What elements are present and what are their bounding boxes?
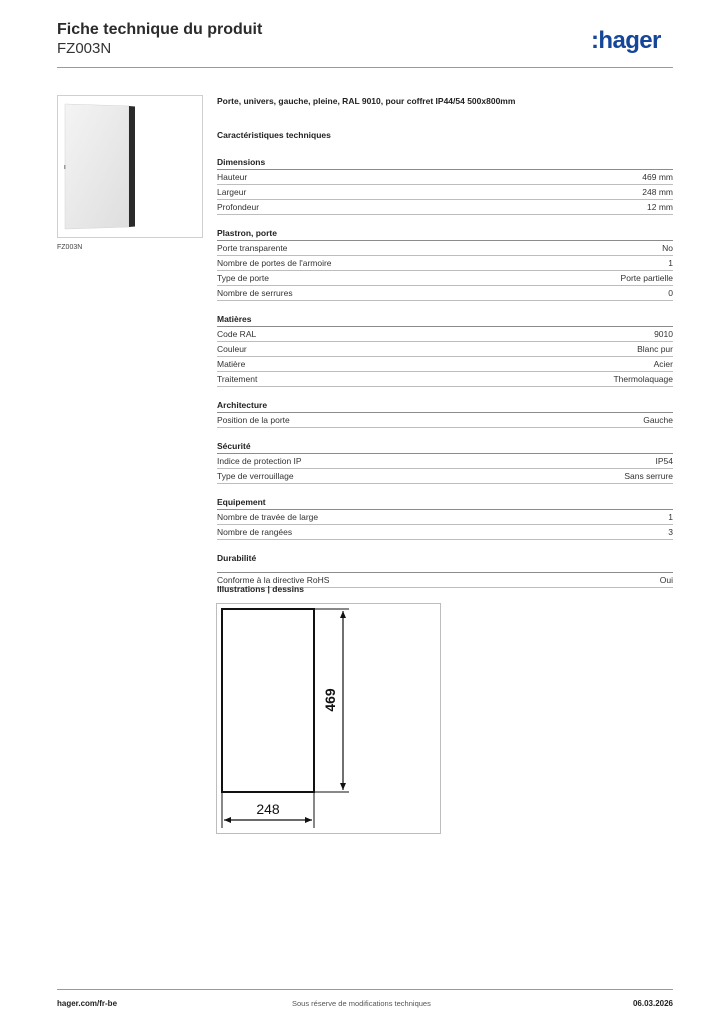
product-image-frame [57,95,203,238]
row-label: Type de porte [217,273,269,283]
hager-logo: :hager [591,27,661,54]
row-value: 0 [668,288,673,298]
section-title: Durabilité [217,553,257,563]
width-dimension-label: 248 [256,801,280,817]
table-row [217,454,673,469]
table-row [217,271,673,286]
footer-date: 06.03.2026 [632,999,673,1008]
row-label: Position de la porte [217,415,290,425]
row-label: Hauteur [217,172,248,182]
row-value: Gauche [643,415,673,425]
row-value: 1 [668,512,673,522]
product-reference: FZ003N [57,40,112,57]
section-plastron-porte [217,227,673,301]
section-architecture [217,399,673,428]
row-value: 248 mm [642,187,673,197]
section-title: Architecture [217,399,673,413]
dimension-drawing-frame [216,603,441,834]
row-value: Sans serrure [624,471,673,481]
row-value: Thermolaquage [613,374,673,384]
row-value: IP54 [655,456,673,466]
row-value: 12 mm [647,202,673,212]
table-row [217,241,673,256]
footer-divider [57,989,673,990]
footer-notice: Sous réserve de modifications techniques [292,999,431,1008]
section-title: Sécurité [217,440,673,454]
section-title: Plastron, porte [217,227,673,241]
row-value: Oui [659,575,673,585]
row-value: Acier [653,359,673,369]
section-securite [217,440,673,484]
dimension-drawing [217,604,440,833]
page-title: Fiche technique du produit [57,21,263,38]
row-value: 9010 [654,329,673,339]
characteristics-sections [217,156,673,588]
product-description: Porte, univers, gauche, pleine, RAL 9010, pour coffret IP44/54 500x800mm [217,96,516,106]
row-label: Code RAL [217,329,257,339]
table-row [217,525,673,540]
row-label: Porte transparente [217,243,288,253]
door-outline [222,609,314,792]
table-row [217,342,673,357]
row-label: Indice de protection IP [217,456,302,466]
table-row [217,200,673,215]
section-dimensions [217,156,673,215]
section-title: Matières [217,313,673,327]
row-label: Type de verrouillage [217,471,294,481]
table-row [217,413,673,428]
row-label: Nombre de rangées [217,527,293,537]
footer-website: hager.com/fr-be [57,999,118,1008]
row-value: Porte partielle [620,273,673,283]
section-title: Equipement [217,496,673,510]
row-label: Couleur [217,344,247,354]
row-value: No [662,243,673,253]
row-label: Largeur [217,187,247,197]
illustrations-title: Illustrations | dessins [217,584,304,594]
row-label: Matière [217,359,246,369]
table-row [217,372,673,387]
row-value: 3 [668,527,673,537]
row-value: Blanc pur [637,344,673,354]
section-title: Dimensions [217,156,673,170]
row-label: Nombre de serrures [217,288,293,298]
table-row [217,357,673,372]
table-row [217,286,673,301]
row-value: 1 [668,258,673,268]
characteristics-title: Caractéristiques techniques [217,130,331,140]
table-row [217,510,673,525]
section-matieres [217,313,673,387]
row-label: Nombre de portes de l'armoire [217,258,332,268]
height-dimension-label: 469 [322,688,338,712]
door-product-image [63,101,196,232]
table-row [217,327,673,342]
table-row [217,256,673,271]
row-label: Profondeur [217,202,260,212]
row-label: Traitement [217,374,258,384]
product-image-caption: FZ003N [57,244,83,251]
row-label: Nombre de travée de large [217,512,319,522]
table-row [217,185,673,200]
table-row [217,170,673,185]
header-divider [57,67,673,68]
row-value: 469 mm [642,172,673,182]
section-equipement [217,496,673,540]
section-durabilite [217,552,673,588]
table-row [217,469,673,484]
row-label: Conforme à la directive RoHS [217,575,330,585]
